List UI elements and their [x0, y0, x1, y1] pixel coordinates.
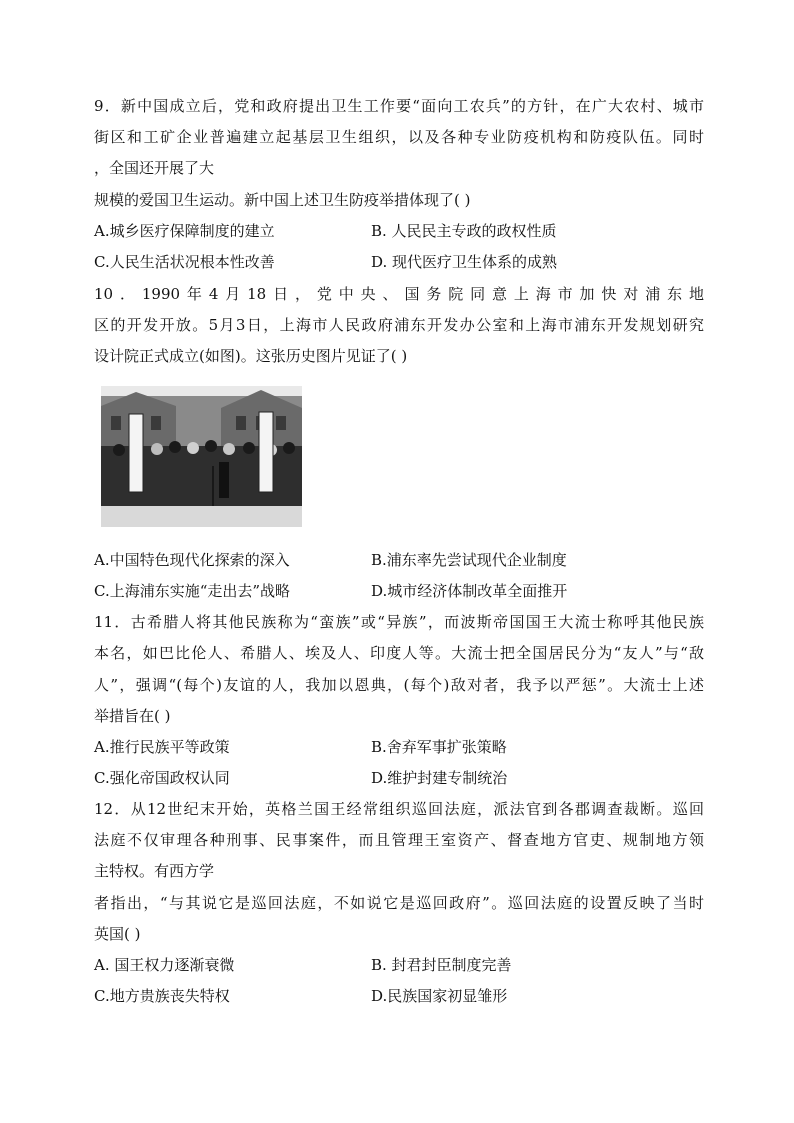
q12-stem-line-1: 12．从12世纪末开始，英格兰国王经常组织巡回法庭，派法官到各郡调查裁断。巡回 — [94, 800, 704, 818]
q12-stem-line-2: 法庭不仅审理各种刑事、民事案件，而且管理王室资产、督查地方官吏、规制地方领 — [94, 831, 704, 849]
q9-stem-line-4: 规模的爱国卫生运动。新中国上述卫生防疫举措体现了( ) — [94, 191, 471, 209]
q9-option-b: B. 人民民主专政的政权性质 — [371, 222, 557, 240]
q12-stem-line-5: 英国( ) — [94, 925, 141, 943]
q10-option-a: A.中国特色现代化探索的深入 — [94, 551, 290, 569]
q11-stem-line-3: 人”，强调“(每个)友谊的人，我加以恩典，(每个)敌对者，我予以严惩”。大流士上述 — [94, 676, 704, 694]
q12-option-c: C.地方贵族丧失特权 — [94, 987, 230, 1005]
q11-stem-line-1: 11．古希腊人将其他民族称为“蛮族”或“异族”，而波斯帝国国王大流士称呼其他民族 — [94, 613, 704, 631]
q10-stem-line-1: 10．1990年4月18日，党中央、国务院同意上海市加快对浦东地 — [94, 285, 704, 303]
q10-stem-line-2: 区的开发开放。5月3日，上海市人民政府浦东开发办公室和上海市浦东开发规划研究 — [94, 316, 704, 334]
q9-option-d: D. 现代医疗卫生体系的成熟 — [371, 253, 558, 271]
historical-photo — [101, 386, 302, 527]
q11-option-d: D.维护封建专制统治 — [371, 769, 508, 787]
q11-option-b: B.舍弃军事扩张策略 — [371, 738, 507, 756]
q10-option-d: D.城市经济体制改革全面推开 — [371, 582, 568, 600]
q11-stem-line-2: 本名，如巴比伦人、希腊人、埃及人、印度人等。大流士把全国居民分为“友人”与“敌 — [94, 644, 704, 662]
q11-option-c: C.强化帝国政权认同 — [94, 769, 230, 787]
q10-option-c: C.上海浦东实施“走出去”战略 — [94, 582, 291, 600]
q9-stem-line-1: 9．新中国成立后，党和政府提出卫生工作要“面向工农兵”的方针，在广大农村、城市 — [94, 97, 704, 115]
q12-option-d: D.民族国家初显雏形 — [371, 987, 508, 1005]
q9-stem-line-3: ，全国还开展了大 — [94, 159, 215, 177]
q10-option-b: B.浦东率先尝试现代企业制度 — [371, 551, 567, 569]
q12-stem-line-4: 者指出，“与其说它是巡回法庭，不如说它是巡回政府”。巡回法庭的设置反映了当时 — [94, 894, 704, 912]
q9-stem-line-2: 街区和工矿企业普遍建立起基层卫生组织，以及各种专业防疫机构和防疫队伍。同时 — [94, 128, 704, 146]
q12-option-b: B. 封君封臣制度完善 — [371, 956, 512, 974]
q11-stem-line-4: 举措旨在( ) — [94, 707, 171, 725]
q9-option-a: A.城乡医疗保障制度的建立 — [94, 222, 275, 240]
q12-stem-line-3: 主特权。有西方学 — [94, 862, 215, 880]
q12-option-a: A. 国王权力逐渐衰微 — [94, 956, 235, 974]
q9-option-c: C.人民生活状况根本性改善 — [94, 253, 275, 271]
q11-option-a: A.推行民族平等政策 — [94, 738, 230, 756]
q10-stem-line-3: 设计院正式成立(如图)。这张历史图片见证了( ) — [94, 347, 408, 365]
